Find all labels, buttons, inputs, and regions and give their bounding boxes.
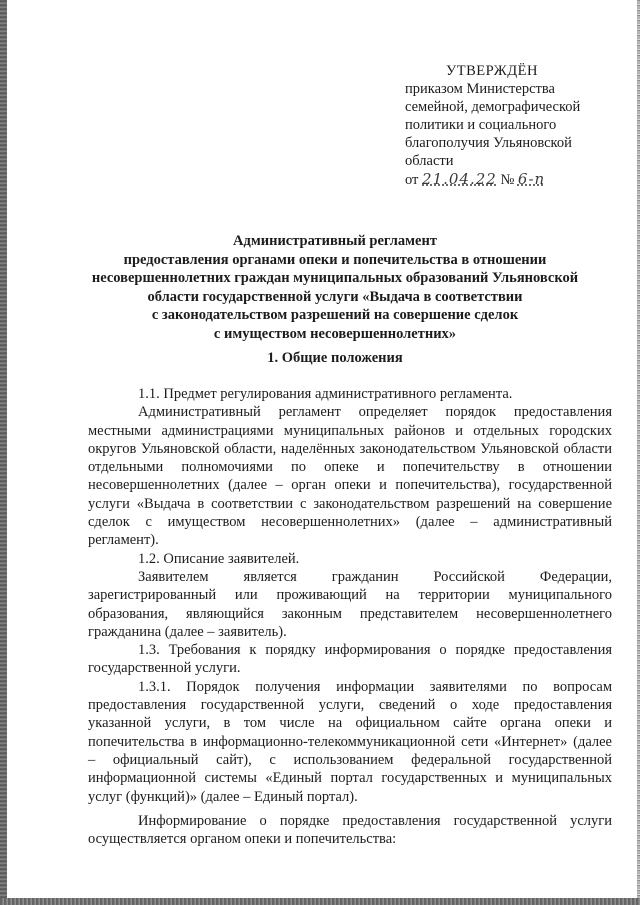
title-line: с законодательством разрешений на совершение сделок: [151, 307, 519, 323]
approval-line: приказом Министерства: [405, 81, 555, 97]
approval-heading: УТВЕРЖДЁН: [446, 63, 538, 79]
scan-edge-left: [0, 0, 7, 905]
paragraph: 1.2. Описание заявителей.: [138, 550, 300, 567]
paragraph: Административный регламент определяет порядок предоставления местными администрациями муниципальных районов и отдельных городских округов Ульяновской области, наделённых законодательством Ульяновской области отдельными полномочиями по опеке и попечительству в отношении несовершеннолетних (далее – орган опеки и попечительства), государственной услуги «Выдача в соответствии с законодательством разрешений на совершение сделок с имуществом несовершеннолетних» (далее – административный регламент).: [88, 404, 612, 549]
date-prefix: от: [405, 172, 419, 188]
approval-date-line: [405, 170, 615, 189]
paragraph: 1.1. Предмет регулирования административного регламента.: [138, 386, 513, 402]
paragraph: 1.3. Требования к порядку информирования о порядке предоставления государственной услуги.: [88, 642, 612, 677]
number-sign: №: [500, 172, 515, 188]
section-heading: 1. Общие положения: [267, 350, 403, 366]
title-line: с имуществом несовершеннолетних»: [213, 325, 457, 342]
paragraph: Заявителем является гражданин Российской Федерации, зарегистрированный или проживающий на территории муниципального образования, являющийся законным представителем несовершеннолетнего гражданина (далее – заявитель).: [88, 568, 612, 640]
title-line: предоставления органами опеки и попечительства в отношении: [123, 251, 547, 268]
document-title: [60, 232, 610, 343]
handwritten-date: 21.04.22: [422, 170, 497, 188]
document-body: [88, 385, 612, 848]
title-line: области государственной услуги «Выдача в соответствии: [147, 288, 523, 305]
approval-line: политики и социального: [405, 117, 557, 133]
title-line: несовершеннолетних граждан муниципальных образований Ульяновской: [91, 270, 579, 286]
scan-edge-bottom: [0, 898, 640, 905]
paragraph: 1.3.1. Порядок получения информации заявителями по вопросам предоставления государственной услуги, сведений о ходе предоставления указанной услуги, в том числе на официальном сайте органа опеки и попечительства в информационно-телекоммуникационной сети «Интернет» (далее – официальный сайт), с использованием федеральной государственной информационной системы «Единый портал государственных и муниципальных услуг (функций)» (далее – Единый портал).: [88, 678, 612, 805]
approval-line: семейной, демографической: [405, 99, 581, 115]
title-line: Административный регламент: [233, 233, 437, 249]
approval-line: области: [405, 153, 454, 169]
paragraph: Информирование о порядке предоставления государственной услуги осуществляется органом опеки и попечительства:: [88, 812, 612, 848]
approval-line: благополучия Ульяновской: [405, 135, 572, 151]
approval-block: [405, 62, 615, 189]
handwritten-number: 6-п: [517, 170, 546, 188]
